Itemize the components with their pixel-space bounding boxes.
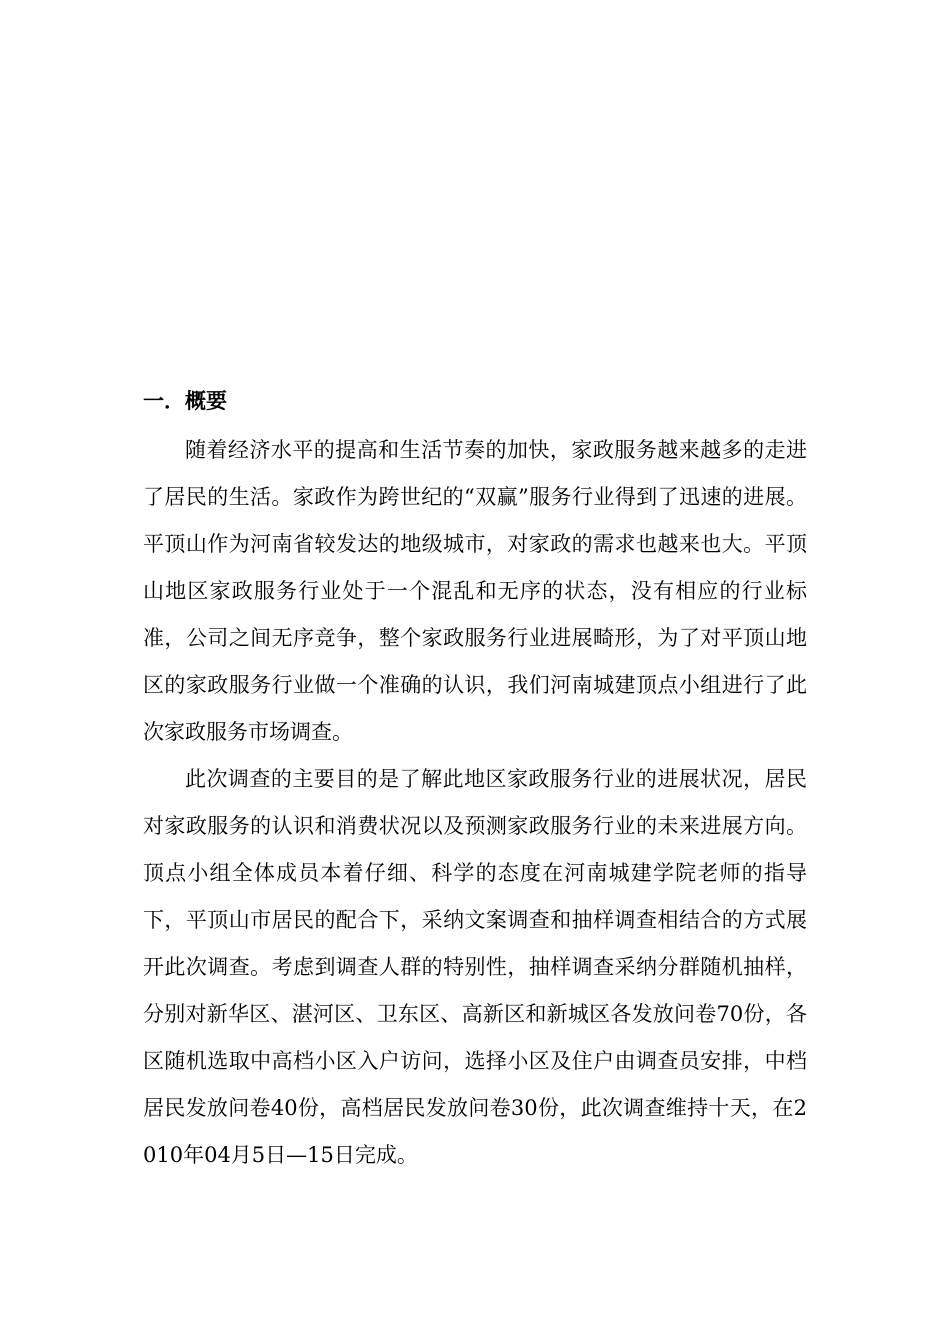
document-body	[143, 383, 807, 1179]
paragraph-2: 此次调查的主要目的是了解此地区家政服务行业的进展状况，居民对家政服务的认识和消费状况以及预测家政服务行业的未来进展方向。顶点小组全体成员本着仔细、科学的态度在河南城建学院老师的指导下，平顶山市居民的配合下，采纳文案调查和抽样调查相结合的方式展开此次调查。考虑到调查人群的特别性，抽样调查采纳分群随机抽样，分别对新华区、湛河区、卫东区、高新区和新城区各发放问卷70份，各区随机选取中高档小区入户访问，选择小区及住户由调查员安排，中档居民发放问卷40份，高档居民发放问卷30份，此次调查维持十天，在2010年04月5日—15日完成。	[143, 767, 807, 1167]
section-heading: 一．概要	[143, 389, 227, 413]
paragraph-1: 随着经济水平的提高和生活节奏的加快，家政服务越来越多的走进了居民的生活。家政作为跨世纪的“双赢”服务行业得到了迅速的进展。平顶山作为河南省较发达的地级城市，对家政的需求也越来也大。平顶山地区家政服务行业处于一个混乱和无序的状态，没有相应的行业标准，公司之间无序竞争，整个家政服务行业进展畸形，为了对平顶山地区的家政服务行业做一个准确的认识，我们河南城建顶点小组进行了此次家政服务市场调查。	[143, 438, 807, 744]
